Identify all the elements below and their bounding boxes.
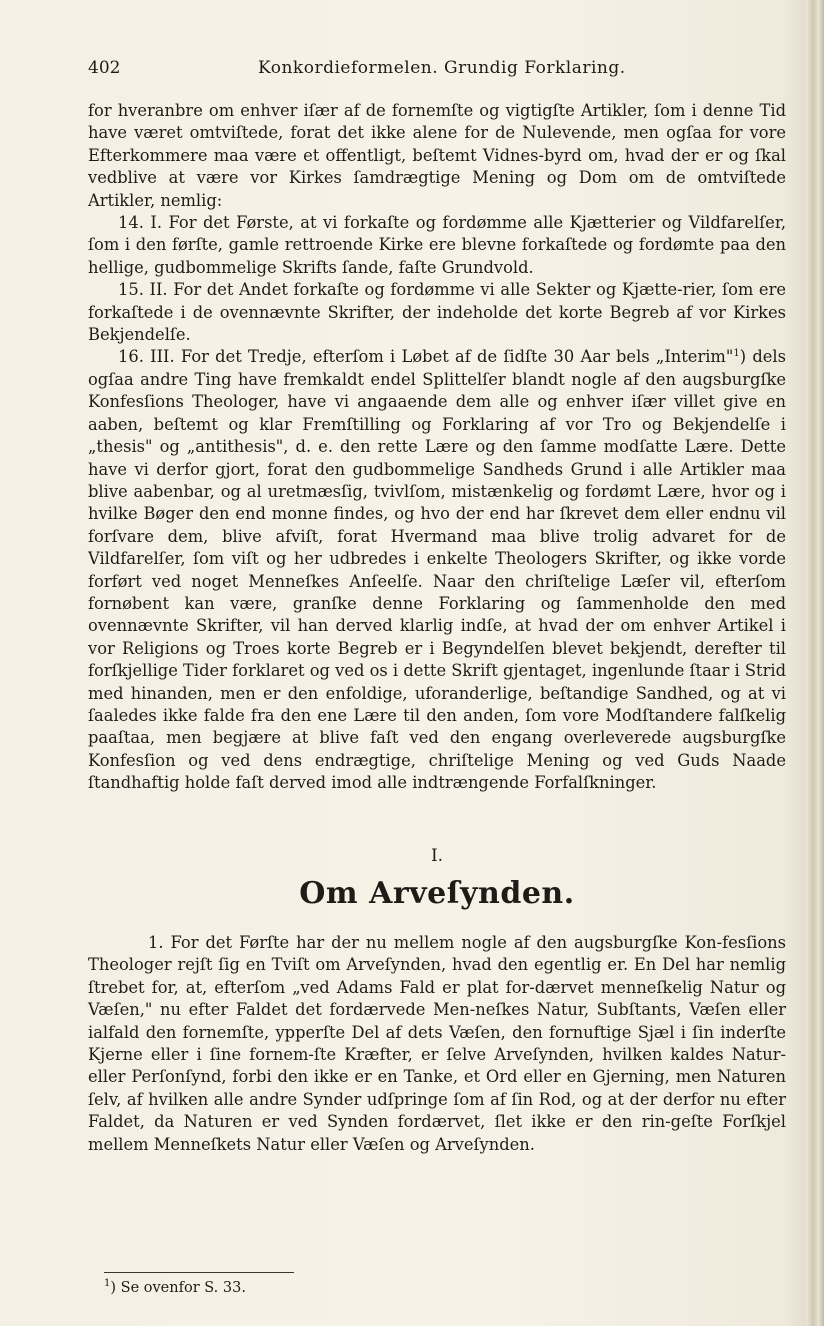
- page-edge: [806, 0, 824, 1326]
- section-number: I.: [430, 846, 444, 866]
- paragraph: 14. I. For det Første, at vi forkaſte og fordømme alle Kjætterier og Vildfarelſer, ſom i den førſte, gamle rettroende Kirke ere blevne forkaſtede og fordømte paa den hellige, gudbommelige Skrifts ſande, faſte Grundvold.: [88, 213, 786, 277]
- paragraph-continuation: ) dels ogſaa andre Ting have fremkaldt endel Splittelſer blandt nogle af den augsburgſke Konfesſions Theologer, have vi angaaende dem alle og enhver iſær villet give en aaben, beſtemt og klar Fremſtilling og Forklaring af vor Tro og Bekjendelſe i „thesis" og „antithesis", d. e. den rette Lære og den ſamme modſatte Lære. Dette have vi derfor gjort, forat den gudbommelige Sandheds Grund i alle Artikler maa blive aabenbar, og al uretmæsſig, tvivlſom, mistænkelig og fordømt Lære, hvor og i hvilke Bøger den end monne findes, og hvo der end har ſkrevet dem eller endnu vil forſvare dem, blive afviſt, forat Hvermand maa blive trolig advaret for de Vildfarelſer, ſom viſt og her udbredes i enkelte Theologers Skrifter, og ikke vorde forført ved noget Menneſkes Anſeelſe. Naar den chriſtelige Læſer vil, efterſom fornøbent kan være, granſke denne Forklaring og ſammenholde den med ovennævnte Skrifter, vil han derved klarlig indſe, at hvad der om enhver Artikel i vor Religions og Troes korte Begreb er i Begyndelſen blevet bekjendt, derefter til forſkjellige Tider forklaret og ved os i dette Skrift gjentaget, ingenlunde ſtaar i Strid med hinanden, men er den enfoldige, uforanderlige, beſtandige Sandhed, og at vi ſaaledes ikke falde fra den ene Lære til den anden, ſom vore Modſtandere falſkelig paaſtaa, men begjære at blive faſt ved den engang overleverede augsburgſke Konfesſion og ved dens endrægtige, chriſtelige Mening og ved Guds Naade ſtandhaftig holde faſt derved imod alle indtrængende Forfalſkninger.: [88, 347, 786, 793]
- footnote-mark: 1: [104, 1278, 111, 1289]
- footnote-reference: 1: [733, 348, 740, 360]
- section-title: Om Arveſynden.: [299, 876, 575, 911]
- paragraph-start: 16. III. For det Tredje, efterſom i Løbet af de ſidſte 30 Aar bels „Interim": [118, 347, 734, 367]
- running-title: Konkordieformelen. Grundig Forklaring.: [258, 58, 626, 78]
- paragraph: 1. For det Førſte har der nu mellem nogle af den augsburgſke Kon-fesſions Theologer rejſt ſig en Tviſt om Arveſynden, hvad den egentlig er. En Del har nemlig ſtrebet for, at, efterſom „ved Adams Fald er plat for-dærvet menneſkelig Natur og Væſen," nu efter Faldet det fordærvede Men-neſkes Natur, Subſtants, Væſen eller ialfald den fornemſte, ypperſte Del af dets Væſen, den fornuftige Sjæl i ſin inderſte Kjerne eller i ſine fornem-ſte Kræfter, er ſelve Arveſynden, hvilken kaldes Natur- eller Perſonſynd, forbi den ikke er en Tanke, et Ord eller en Gjerning, men Naturen ſelv, af hvilken alle andre Synder udſpringe ſom af ſin Rod, og at der derfor nu efter Faldet, da Naturen er ved Synden fordærvet, ſlet ikke er den rin-geſte Forſkjel mellem Menneſkets Natur eller Væſen og Arveſynden.: [88, 933, 786, 1154]
- paragraph: [88, 346, 786, 794]
- footnote-text: ) Se ovenfor S. 33.: [110, 1280, 246, 1296]
- page-header: [88, 58, 788, 82]
- footnote-divider: [104, 1272, 294, 1273]
- paragraph: 15. II. For det Andet forkaſte og fordømme vi alle Sekter og Kjætte-rier, ſom ere forkaſtede i de ovennævnte Skrifter, der indeholde det korte Begreb af vor Kirkes Bekjendelſe.: [88, 280, 786, 345]
- section-text: [88, 932, 786, 1156]
- main-text: [88, 100, 786, 795]
- footnote: [104, 1280, 246, 1296]
- paragraph: for hveranbre om enhver iſær af de fornemſte og vigtigſte Artikler, ſom i denne Tid have været omtviſtede, forat det ikke alene for de Nulevende, men ogſaa for vore Efterkommere maa være et offentligt, beſtemt Vidnes-byrd om, hvad der er og ſkal vedblive at være vor Kirkes ſamdrægtige Mening og Dom om de omtviſtede Artikler, nemlig:: [88, 101, 786, 210]
- page-number: 402: [88, 58, 121, 78]
